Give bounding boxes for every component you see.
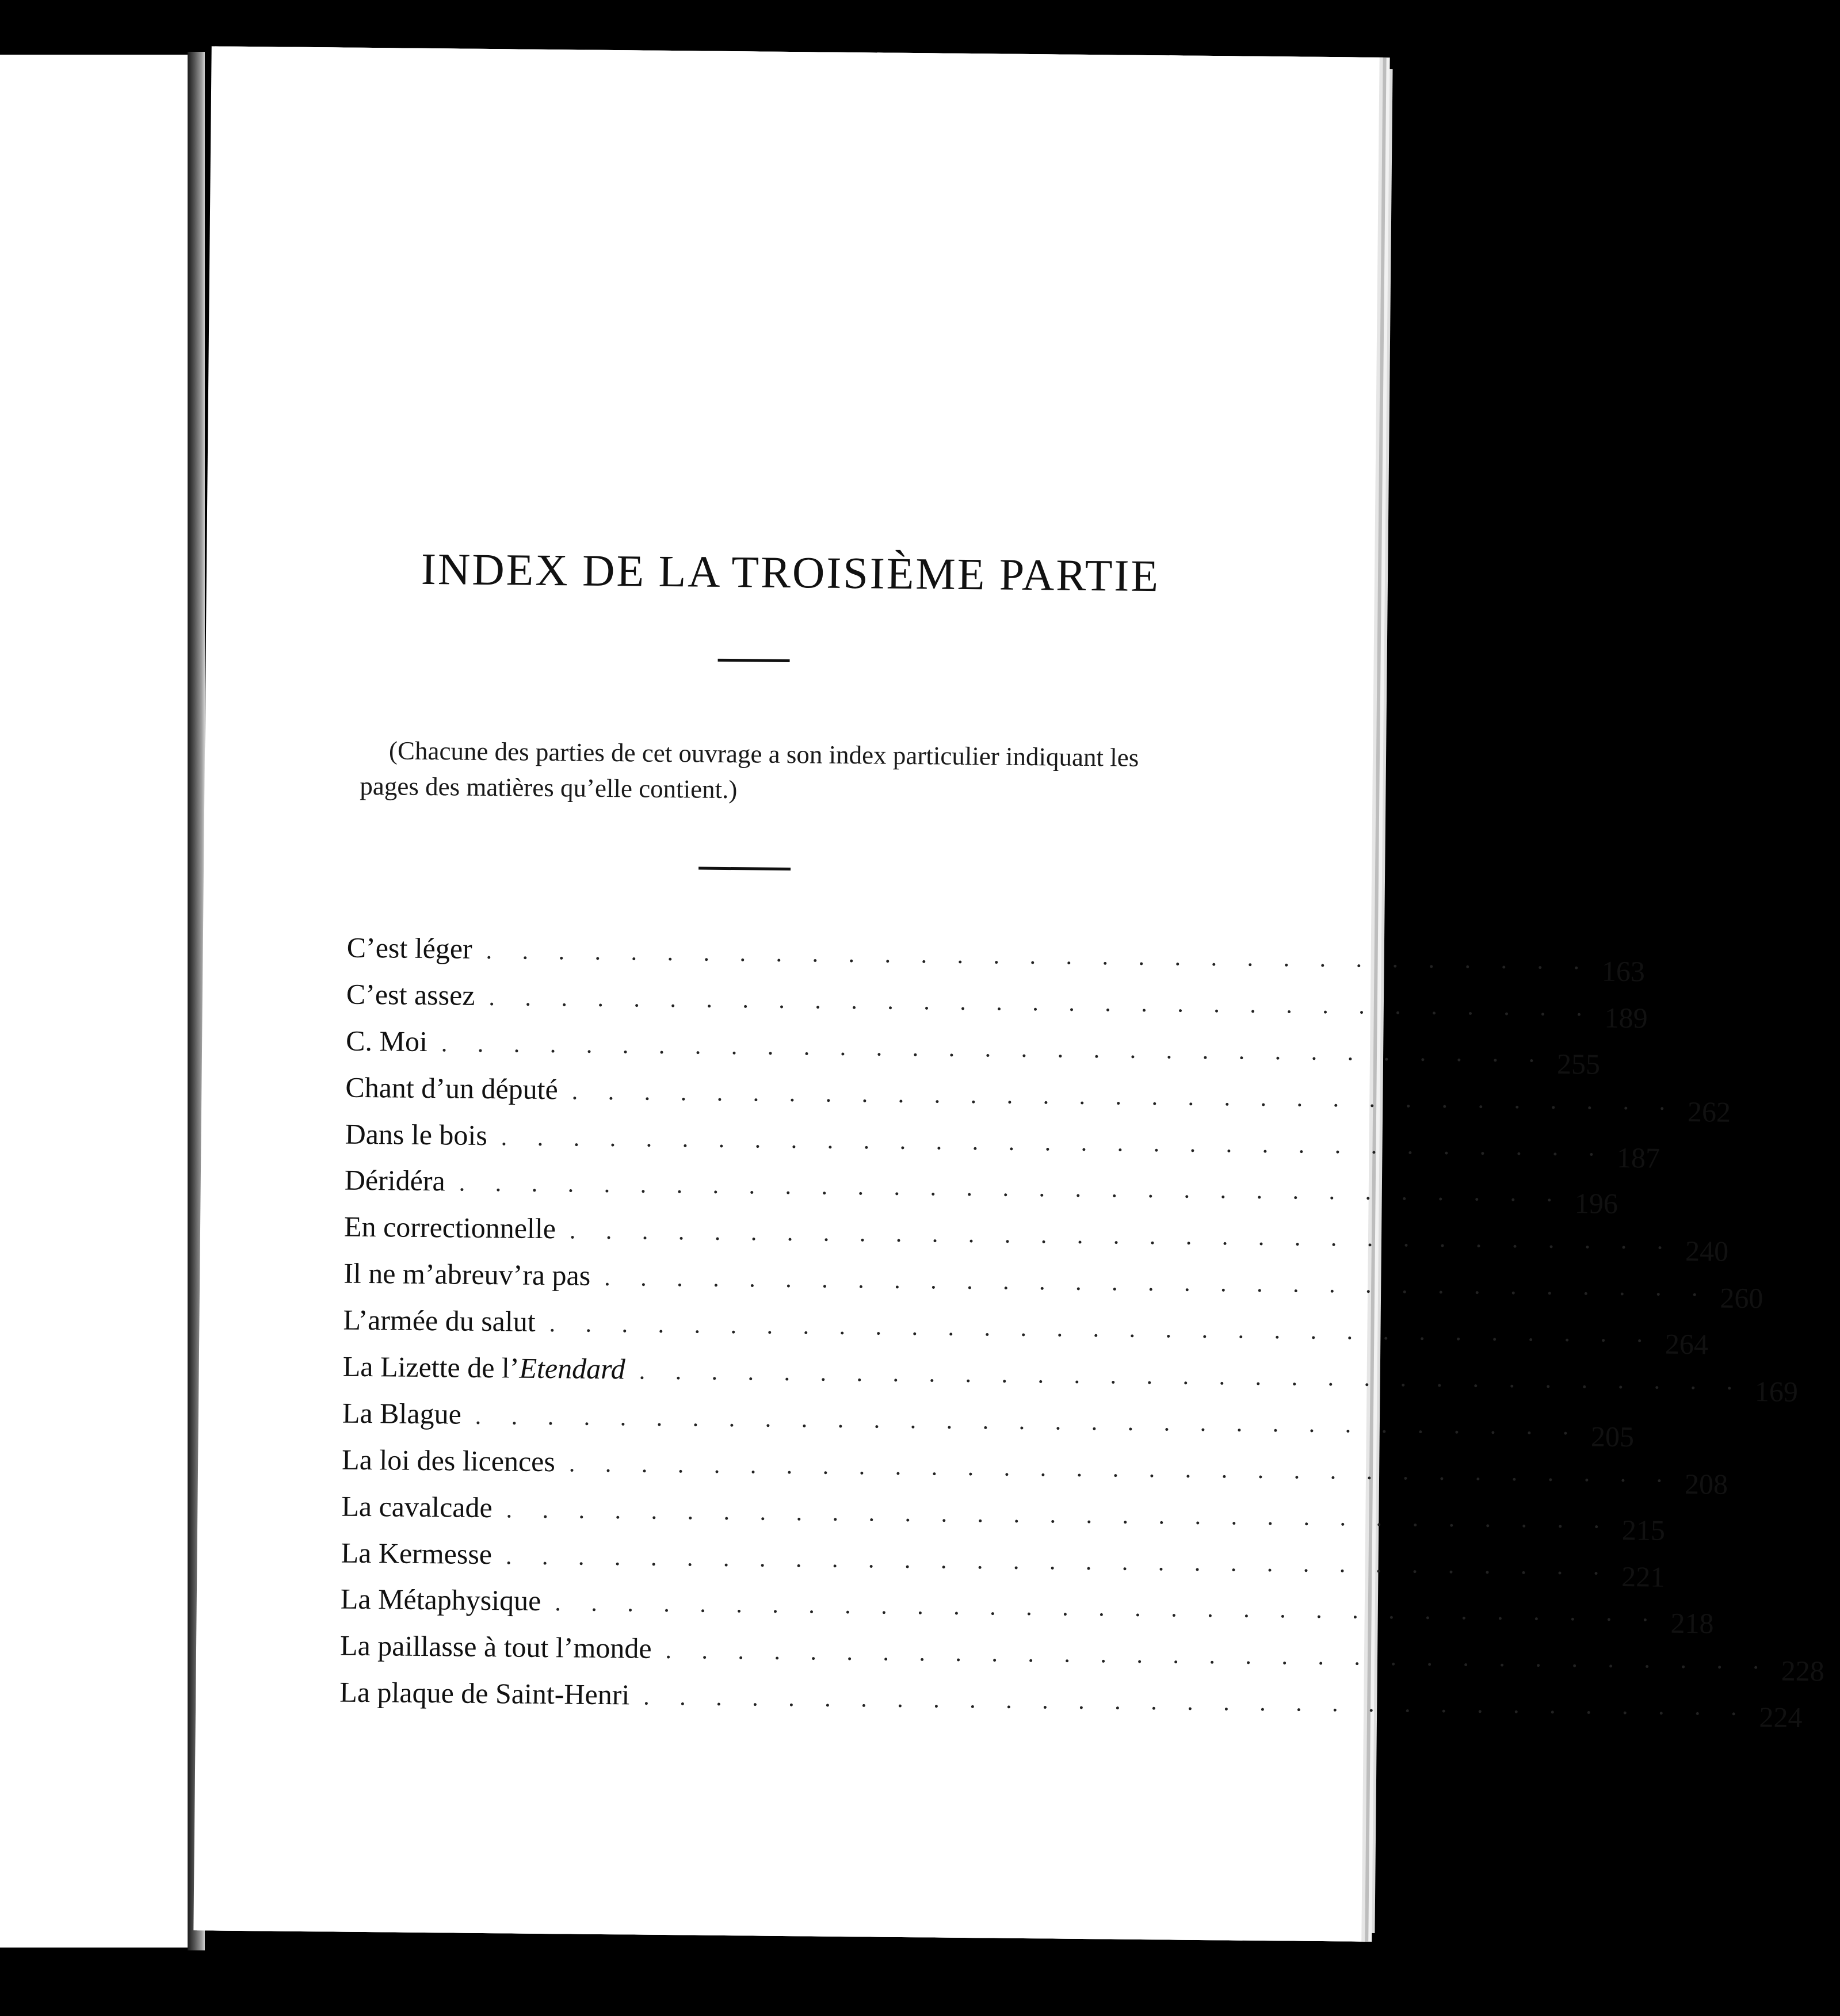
index-entry (346, 978, 1648, 1034)
entry-page-number: 205 (1590, 1420, 1635, 1453)
dot-leader: . . . . . . . . . . . . . . . . . . . . . . . . . . . . . . . (665, 1637, 1772, 1675)
entry-title: La cavalcade (341, 1490, 493, 1524)
dot-leader: . . . . . . . . . . . . . . . . . . . . . . . . . . . . . . . (505, 1542, 1612, 1580)
dot-leader: . . . . . . . . . . . . . . . . . . . . . . . . . . . . . . . (459, 1170, 1565, 1208)
entry-page-number: 218 (1670, 1607, 1714, 1640)
index-entry (344, 1163, 1618, 1220)
index-entry (339, 1629, 1825, 1687)
entry-title: Chant d’un député (345, 1071, 559, 1105)
note-rule (698, 867, 791, 871)
entry-title: C. Moi (345, 1024, 428, 1057)
index-entry (342, 1396, 1635, 1453)
index-entry (343, 1303, 1709, 1361)
index-note: (Chacune des parties de cet ouvrage a son index particulier indiquant les pages des matières qu’elle contient.) (360, 736, 1139, 804)
dot-leader: . . . . . . . . . . . . . . . . . . . . . . . . . . . . . . . (549, 1311, 1655, 1348)
entry-page-number: 221 (1621, 1560, 1665, 1593)
entry-title: L’armée du salut (343, 1303, 536, 1338)
index-entry (343, 1210, 1729, 1268)
entry-title: En correctionnelle (343, 1210, 556, 1245)
index-entry (342, 1350, 1799, 1408)
dot-leader: . . . . . . . . . . . . . . . . . . . . . . . . . . . . . . . (555, 1590, 1660, 1628)
index-entry (341, 1489, 1666, 1547)
page-title: INDEX DE LA TROISIÈME PARTIE (421, 543, 1161, 601)
entry-title: La plaque de Saint-Henri (339, 1675, 630, 1711)
dot-leader: . . . . . . . . . . . . . . . . . . . . . . . . . . . . . . . (639, 1358, 1745, 1396)
entry-page-number: 240 (1685, 1235, 1729, 1268)
dot-leader: . . . . . . . . . . . . . . . . . . . . . . . . . . . . . . . (568, 1450, 1675, 1488)
index-entry (343, 1257, 1763, 1315)
dot-leader: . . . . . . . . . . . . . . . . . . . . . . . . . . . . . . . (506, 1496, 1612, 1534)
index-entry (345, 1070, 1731, 1128)
dot-leader: . . . . . . . . . . . . . . . . . . . . . . . . . . . . . . . (501, 1124, 1607, 1162)
index-entry (341, 1536, 1665, 1593)
entry-page-number: 228 (1781, 1655, 1825, 1687)
index-list (339, 931, 1825, 1734)
entry-page-number: 224 (1759, 1701, 1803, 1734)
entry-page-number: 187 (1616, 1141, 1660, 1174)
entry-title: La paillasse à tout l’monde (339, 1629, 652, 1665)
entry-page-number: 163 (1601, 954, 1646, 988)
entry-page-number: 189 (1604, 1001, 1648, 1034)
entry-title-roman: La Lizette de l’ (342, 1350, 520, 1384)
entry-title: La Kermesse (341, 1536, 493, 1570)
entry-page-number: 215 (1621, 1513, 1666, 1547)
entry-title-italic: Etendard (519, 1351, 625, 1385)
index-entry (345, 1117, 1660, 1174)
dot-leader: . . . . . . . . . . . . . . . . . . . . . . . . . . . . . . . (475, 1403, 1581, 1441)
dot-leader: . . . . . . . . . . . . . . . . . . . . . . . . . . . . . . . (441, 1030, 1547, 1068)
dot-leader: . . . . . . . . . . . . . . . . . . . . . . . . . . . . . . . (488, 984, 1595, 1022)
entry-page-number: 208 (1684, 1467, 1728, 1500)
title-rule (718, 659, 790, 662)
index-entry (341, 1442, 1728, 1500)
dot-leader: . . . . . . . . . . . . . . . . . . . . . . . . . . . . . . . (569, 1217, 1675, 1255)
facing-page-edge (0, 55, 190, 1948)
dot-leader: . . . . . . . . . . . . . . . . . . . . . . . . . . . . . . . (604, 1265, 1710, 1302)
entry-page-number: 260 (1720, 1281, 1763, 1315)
index-entry (339, 1675, 1803, 1734)
dot-leader: . . . . . . . . . . . . . . . . . . . . . . . . . . . . . . . (571, 1078, 1678, 1116)
entry-title: La Métaphysique (340, 1583, 541, 1617)
dot-leader: . . . . . . . . . . . . . . . . . . . . . . . . . . . . . . . (643, 1683, 1749, 1721)
index-entry (346, 931, 1646, 988)
entry-page-number: 196 (1574, 1187, 1618, 1220)
index-entry (340, 1582, 1714, 1640)
index-entry (345, 1024, 1601, 1080)
entry-title: C’est assez (346, 978, 475, 1011)
entry-page-number: 255 (1556, 1047, 1601, 1080)
entry-title: Il ne m’abreuv’ra pas (343, 1257, 591, 1292)
entry-title: Déridéra (344, 1164, 446, 1197)
entry-title: Dans le bois (345, 1117, 488, 1151)
entry-page-number: 169 (1754, 1375, 1799, 1408)
entry-title: La loi des licences (341, 1443, 556, 1477)
entry-page-number: 264 (1665, 1327, 1709, 1361)
entry-title: La Blague (342, 1396, 462, 1430)
book-page (193, 46, 1825, 1941)
entry-page-number: 262 (1687, 1095, 1731, 1128)
dot-leader: . . . . . . . . . . . . . . . . . . . . . . . . . . . . . . . (486, 937, 1592, 975)
entry-title: C’est léger (346, 931, 472, 965)
entry-title (342, 1350, 625, 1386)
